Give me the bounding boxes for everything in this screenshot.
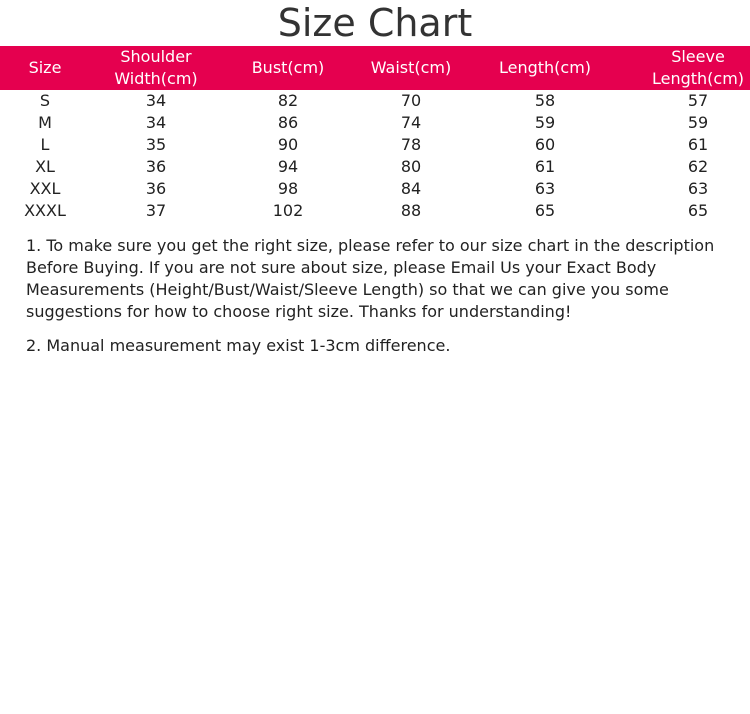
header-size: Size <box>0 46 90 90</box>
cell-length: 58 <box>534 91 556 110</box>
cell-size: L <box>40 135 50 154</box>
cell-sleeve-length: 65 <box>687 201 709 220</box>
note-measurement-difference: 2. Manual measurement may exist 1-3cm difference. <box>26 336 451 355</box>
page-title: Size Chart <box>277 1 473 45</box>
cell-sleeve-length: 59 <box>687 113 709 132</box>
cell-length: 65 <box>534 201 556 220</box>
cell-waist: 70 <box>400 91 422 110</box>
cell-waist: 74 <box>400 113 422 132</box>
cell-length: 59 <box>534 113 556 132</box>
cell-length: 63 <box>534 179 556 198</box>
header-bust: Bust(cm) <box>222 46 354 90</box>
cell-waist: 80 <box>400 157 422 176</box>
cell-waist: 84 <box>400 179 422 198</box>
cell-length: 60 <box>534 135 556 154</box>
cell-shoulder-width: 35 <box>145 135 167 154</box>
table-row <box>0 178 750 200</box>
table-row <box>0 112 750 134</box>
cell-bust: 86 <box>277 113 299 132</box>
table-row <box>0 156 750 178</box>
note-size-advice: 1. To make sure you get the right size, please refer to our size chart in the description Before Buying. If you are not sure about size, please Email Us your Exact Body Measurements (Height/Bust/Waist/Sleeve Length) so that we can give you some suggestions for how to choose right size. Thanks for understanding! <box>26 236 715 321</box>
cell-shoulder-width: 37 <box>145 201 167 220</box>
cell-size: S <box>39 91 51 110</box>
cell-shoulder-width: 34 <box>145 91 167 110</box>
cell-waist: 88 <box>400 201 422 220</box>
cell-size: XL <box>35 157 55 176</box>
header-sleeve-length: Sleeve Length(cm) <box>622 46 750 90</box>
cell-size: M <box>38 113 52 132</box>
cell-bust: 90 <box>277 135 299 154</box>
header-waist: Waist(cm) <box>354 46 468 90</box>
cell-sleeve-length: 57 <box>687 91 709 110</box>
size-chart-table <box>0 46 750 222</box>
table-row <box>0 134 750 156</box>
cell-bust: 94 <box>277 157 299 176</box>
header-shoulder-width: Shoulder Width(cm) <box>90 46 222 90</box>
cell-shoulder-width: 36 <box>145 179 167 198</box>
cell-sleeve-length: 62 <box>687 157 709 176</box>
header-length: Length(cm) <box>468 46 622 90</box>
cell-length: 61 <box>534 157 556 176</box>
cell-bust: 82 <box>277 91 299 110</box>
size-notes <box>26 235 726 369</box>
cell-sleeve-length: 61 <box>687 135 709 154</box>
table-row <box>0 200 750 222</box>
cell-shoulder-width: 36 <box>145 157 167 176</box>
cell-size: XXL <box>29 179 61 198</box>
table-header-row <box>0 46 750 90</box>
cell-sleeve-length: 63 <box>687 179 709 198</box>
cell-bust: 102 <box>272 201 304 220</box>
cell-shoulder-width: 34 <box>145 113 167 132</box>
cell-size: XXXL <box>24 201 66 220</box>
table-row <box>0 90 750 112</box>
cell-bust: 98 <box>277 179 299 198</box>
cell-waist: 78 <box>400 135 422 154</box>
